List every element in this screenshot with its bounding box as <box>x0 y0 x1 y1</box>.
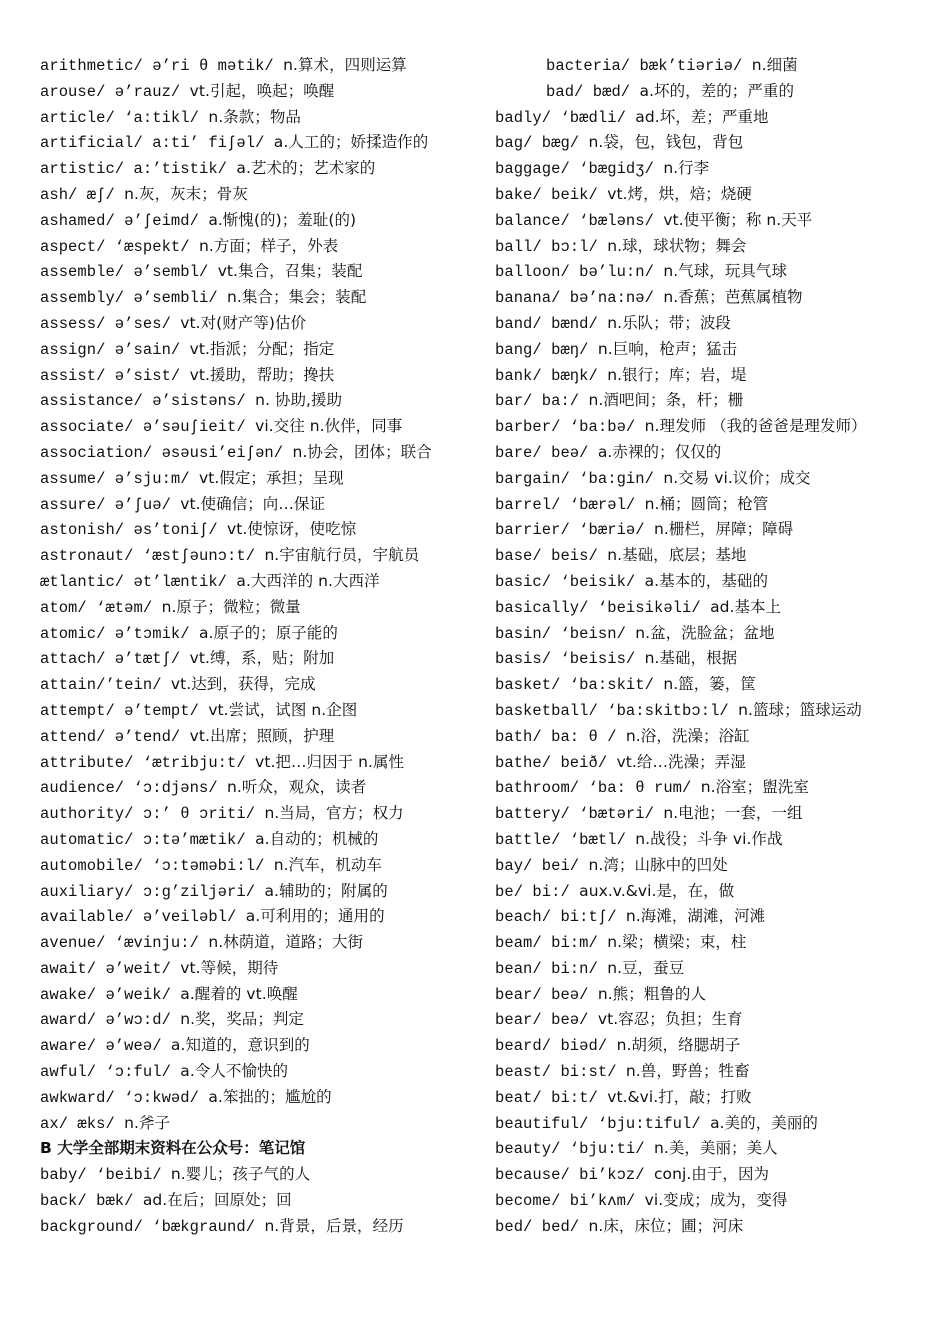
headword-phonetic: attend/ ə’tend/ <box>40 727 190 746</box>
vocab-entry <box>495 1033 915 1059</box>
headword-phonetic: bar/ ba:/ <box>495 392 589 411</box>
vocab-entry <box>495 414 915 440</box>
definition: n.美，美丽；美人 <box>653 1139 778 1158</box>
definition: n.桶；圆筒；枪管 <box>644 494 769 513</box>
definition: n.栅栏，屏障；障碍 <box>653 520 794 539</box>
vocab-entry <box>495 1111 915 1137</box>
definition: ad.在后；回原处；回 <box>142 1191 292 1210</box>
headword-phonetic: arouse/ ə’rauz/ <box>40 82 190 101</box>
headword-phonetic: astonish/ əs’toniʃ/ <box>40 521 228 540</box>
vocab-entry <box>495 1007 915 1033</box>
headword-phonetic: because/ bi’kɔz/ <box>495 1166 654 1185</box>
vocab-entry <box>40 53 480 79</box>
vocab-entry <box>495 130 915 156</box>
vocab-entry <box>40 646 480 672</box>
headword-phonetic: beard/ biəd/ <box>495 1037 617 1056</box>
definition: vt.对(财产等)估价 <box>180 313 307 332</box>
headword-phonetic: basin/ ‘beisn/ <box>495 624 636 643</box>
definition: a.艺术的；艺术家的 <box>236 159 376 178</box>
vocab-entry <box>40 1111 480 1137</box>
headword-phonetic: bed/ bed/ <box>495 1217 589 1236</box>
definition: n.浴，洗澡；浴缸 <box>625 726 750 745</box>
headword-phonetic: battery/ ‘bætəri/ <box>495 805 664 824</box>
vocab-entry <box>40 827 480 853</box>
definition: a.赤裸的；仅仅的 <box>597 442 722 461</box>
definition: vt.给…洗澡；弄湿 <box>616 752 746 771</box>
definition: a.大西洋的 n.大西洋 <box>236 571 380 590</box>
left-column <box>40 53 480 1240</box>
headword-phonetic: be/ bi:/ <box>495 882 580 901</box>
vocab-entry <box>495 234 915 260</box>
right-column <box>495 53 915 1240</box>
vocab-entry <box>495 569 915 595</box>
vocab-entry <box>495 440 915 466</box>
definition: n.篮球；篮球运动 <box>738 700 862 719</box>
headword-phonetic: authority/ ɔ:’ θ ɔriti/ <box>40 805 265 824</box>
headword-phonetic: base/ beis/ <box>495 547 608 566</box>
vocab-entry <box>495 259 915 285</box>
definition: n.方面；样子，外表 <box>198 236 339 255</box>
vocab-entry <box>40 259 480 285</box>
definition: n.浴室；盥洗室 <box>700 778 809 797</box>
headword-phonetic: avenue/ ‘ævinju:/ <box>40 934 209 953</box>
headword-phonetic: ætlantic/ ət’læntik/ <box>40 572 237 591</box>
vocab-entry <box>495 930 915 956</box>
definition: n.气球，玩具气球 <box>663 262 788 281</box>
headword-phonetic: atomic/ ə’tɔmik/ <box>40 624 199 643</box>
vocab-entry <box>495 853 915 879</box>
headword-phonetic: basis/ ‘beisis/ <box>495 650 645 669</box>
section-heading: B 大学全部期末资料在公众号：笔记馆 <box>40 1139 306 1158</box>
headword-phonetic: bake/ beik/ <box>495 185 608 204</box>
vocab-entry <box>40 492 480 518</box>
definition: n.袋，包，钱包，背包 <box>588 133 744 152</box>
headword-phonetic: bear/ beə/ <box>495 1011 598 1030</box>
headword-phonetic: barrier/ ‘bæriə/ <box>495 521 654 540</box>
vocab-entry <box>40 1007 480 1033</box>
definition: n.熊；粗鲁的人 <box>597 984 707 1003</box>
headword-phonetic: beam/ bi:m/ <box>495 934 608 953</box>
vocab-entry <box>495 724 915 750</box>
headword-phonetic: assess/ ə’ses/ <box>40 314 181 333</box>
headword-phonetic: arithmetic/ ə’ri θ mətik/ <box>40 57 284 75</box>
definition: vt.使平衡；称 n.天平 <box>663 210 813 229</box>
headword-phonetic: association/ əsəusi’eiʃən/ <box>40 443 293 462</box>
headword-phonetic: attempt/ ə’tempt/ <box>40 701 209 720</box>
definition: n.湾；山脉中的凹处 <box>588 855 728 874</box>
definition: n.战役；斗争 vi.作战 <box>635 829 783 848</box>
vocab-entry <box>495 698 915 724</box>
vocab-entry <box>495 1085 915 1111</box>
headword-phonetic: back/ bæk/ <box>40 1192 143 1211</box>
definition: a.自动的；机械的 <box>255 829 379 848</box>
vocab-entry <box>495 285 915 311</box>
definition: n.基础，根据 <box>644 649 738 668</box>
vocab-entry <box>495 982 915 1008</box>
vocab-entry <box>495 492 915 518</box>
definition: vt.容忍；负担；生育 <box>597 1010 743 1029</box>
headword-phonetic: atom/ ‘ætəm/ <box>40 598 162 617</box>
headword-phonetic: beauty/ ‘bju:ti/ <box>495 1140 654 1159</box>
vocab-entry <box>40 285 480 311</box>
vocab-entry <box>495 182 915 208</box>
headword-phonetic: become/ bi’kʌm/ <box>495 1192 645 1211</box>
definition: n.酒吧间；条，杆；栅 <box>588 391 744 410</box>
headword-phonetic: attach/ ə’tætʃ/ <box>40 650 190 669</box>
headword-phonetic: audience/ ‘ɔ:djəns/ <box>40 779 228 798</box>
definition: vt.&vi.打，敲；打败 <box>607 1087 752 1106</box>
definition: n.算术，四则运算 <box>283 56 407 74</box>
headword-phonetic: basketball/ ‘ba:skitbɔ:l/ <box>495 701 739 720</box>
vocab-entry <box>40 208 480 234</box>
headword-phonetic: awake/ ə’weik/ <box>40 985 181 1004</box>
vocab-entry <box>40 904 480 930</box>
vocab-entry <box>40 79 480 105</box>
vocab-entry <box>495 208 915 234</box>
vocab-entry <box>40 1059 480 1085</box>
headword-phonetic: assure/ ə’ʃuə/ <box>40 495 181 514</box>
vocab-entry <box>40 724 480 750</box>
vocab-entry <box>40 311 480 337</box>
definition: vt.引起，唤起；唤醒 <box>189 81 335 100</box>
definition: a.美的，美丽的 <box>710 1113 818 1132</box>
headword-phonetic: ashamed/ ə’ʃeimd/ <box>40 211 209 230</box>
headword-phonetic: await/ ə’weit/ <box>40 959 181 978</box>
definition: n.银行；库；岩，堤 <box>607 365 747 384</box>
definition: a.辅助的；附属的 <box>264 881 388 900</box>
definition: n.当局，官方；权力 <box>264 804 404 823</box>
definition: n. 协助,援助 <box>255 391 343 410</box>
headword-phonetic: automobile/ ‘ɔ:təməbi:l/ <box>40 856 274 875</box>
headword-phonetic: aware/ ə’weə/ <box>40 1037 171 1056</box>
vocab-entry <box>40 672 480 698</box>
vocab-entry <box>40 414 480 440</box>
definition: n.细菌 <box>751 56 798 74</box>
headword-phonetic: bargain/ ‘ba:gin/ <box>495 469 664 488</box>
headword-phonetic: baggage/ ‘bægidʒ/ <box>495 160 664 179</box>
headword-phonetic: bathe/ beið/ <box>495 753 617 772</box>
headword-phonetic: ash/ æʃ/ <box>40 185 125 204</box>
definition: a.醒着的 vt.唤醒 <box>180 984 298 1003</box>
definition: ad.坏，差；严重地 <box>635 107 769 126</box>
headword-phonetic: astronaut/ ‘æstʃəunɔ:t/ <box>40 547 265 566</box>
vocab-entry <box>495 1136 915 1162</box>
vocab-entry <box>40 569 480 595</box>
headword-phonetic: attain/’tein/ <box>40 676 171 695</box>
vocab-entry <box>495 1188 915 1214</box>
vocab-entry <box>40 234 480 260</box>
definition: vt.假定；承担；呈现 <box>198 468 344 487</box>
definition: vi.变成；成为，变得 <box>644 1191 788 1210</box>
definition: n.床，床位；圃；河床 <box>588 1216 744 1235</box>
vocab-entry <box>495 105 915 131</box>
vocab-entry <box>495 827 915 853</box>
definition: a.令人不愉快的 <box>180 1062 289 1081</box>
headword-phonetic: ball/ bɔ:l/ <box>495 237 608 256</box>
headword-phonetic: bay/ bei/ <box>495 856 589 875</box>
definition: vt.把…归因于 n.属性 <box>255 752 405 771</box>
definition: a.基本的，基础的 <box>644 571 769 590</box>
definition: n.篮，篓，筐 <box>663 675 756 694</box>
definition: a.知道的，意识到的 <box>170 1036 310 1055</box>
vocab-entry <box>40 1085 480 1111</box>
headword-phonetic: beast/ bi:st/ <box>495 1063 626 1082</box>
vocab-entry <box>40 853 480 879</box>
headword-phonetic: bag/ bæg/ <box>495 134 589 153</box>
definition: vt.出席；照顾，护理 <box>189 726 335 745</box>
definition: n.行李 <box>663 159 710 178</box>
vocab-entry <box>495 79 915 105</box>
headword-phonetic: automatic/ ɔ:tə’mætik/ <box>40 830 256 849</box>
headword-phonetic: balance/ ‘bæləns/ <box>495 211 664 230</box>
definition: n.条款；物品 <box>208 107 301 126</box>
vocab-entry <box>495 311 915 337</box>
vocab-entry <box>40 879 480 905</box>
vocab-entry <box>40 466 480 492</box>
definition: a.惭愧(的)；羞耻(的) <box>208 210 357 229</box>
vocab-entry <box>495 904 915 930</box>
vocab-entry <box>40 956 480 982</box>
vocab-entry <box>40 337 480 363</box>
definition: n.基础，底层；基地 <box>607 546 747 565</box>
definition: vt.等候，期待 <box>180 958 279 977</box>
headword-phonetic: background/ ‘bækgraund/ <box>40 1217 265 1236</box>
headword-phonetic: award/ ə’wɔ:d/ <box>40 1011 181 1030</box>
vocab-entry <box>495 801 915 827</box>
headword-phonetic: basic/ ‘beisik/ <box>495 572 645 591</box>
headword-phonetic: bad/ bæd/ <box>546 82 640 101</box>
vocab-entry <box>40 105 480 131</box>
definition: n.海滩，湖滩，河滩 <box>625 907 766 926</box>
definition: n.兽，野兽；牲畜 <box>625 1062 750 1081</box>
vocab-entry <box>40 130 480 156</box>
headword-phonetic: awkward/ ‘ɔ:kwəd/ <box>40 1088 209 1107</box>
definition: n.集合；集会；装配 <box>227 288 367 307</box>
headword-phonetic: attribute/ ‘ætribju:t/ <box>40 753 256 772</box>
clipped-top-line <box>40 30 910 48</box>
headword-phonetic: assemble/ ə’sembl/ <box>40 263 218 282</box>
headword-phonetic: awful/ ‘ɔ:ful/ <box>40 1063 181 1082</box>
headword-phonetic: assembly/ ə’sembli/ <box>40 289 228 308</box>
definition: vt.援助，帮助；搀扶 <box>189 365 335 384</box>
headword-phonetic: barber/ ‘ba:bə/ <box>495 418 645 437</box>
definition: vi.交往 n.伙伴，同事 <box>255 417 403 436</box>
definition: n.盆，洗脸盆；盆地 <box>635 623 775 642</box>
definition: a.人工的；娇揉造作的 <box>273 133 429 152</box>
definition: n.香蕉；芭蕉属植物 <box>663 288 803 307</box>
definition: n.交易 vi.议价；成交 <box>663 468 811 487</box>
headword-phonetic: bank/ bæŋk/ <box>495 366 608 385</box>
definition: vt.缚，系，贴；附加 <box>189 649 335 668</box>
definition: a.可利用的；通用的 <box>245 907 385 926</box>
headword-phonetic: band/ bænd/ <box>495 314 608 333</box>
vocab-entry <box>495 543 915 569</box>
definition: n.梁；横梁；束，柱 <box>607 933 747 952</box>
headword-phonetic: available/ ə’veiləbl/ <box>40 908 246 927</box>
vocab-entry <box>40 801 480 827</box>
definition: a.坏的，差的；严重的 <box>639 81 794 100</box>
definition: n.汽车，机动车 <box>273 855 382 874</box>
vocab-entry <box>40 1033 480 1059</box>
vocab-entry <box>495 363 915 389</box>
vocab-entry <box>40 595 480 621</box>
definition: n.豆，蚕豆 <box>607 958 685 977</box>
headword-phonetic: basically/ ‘beisikəli/ <box>495 598 711 617</box>
vocab-entry <box>40 440 480 466</box>
definition: n.协会，团体；联合 <box>292 442 432 461</box>
vocab-entry <box>40 1214 480 1240</box>
vocab-entry <box>40 621 480 647</box>
vocab-entry <box>40 775 480 801</box>
headword-phonetic: bath/ ba: θ / <box>495 727 626 746</box>
vocab-entry <box>495 956 915 982</box>
definition: n.奖，奖品；判定 <box>180 1010 304 1029</box>
vocab-entry <box>495 775 915 801</box>
definition: n.乐队；带；波段 <box>607 313 731 332</box>
vocab-entry <box>495 672 915 698</box>
headword-phonetic: auxiliary/ ɔ:g’ziljəri/ <box>40 882 265 901</box>
definition: n.宇宙航行员，宇航员 <box>264 546 420 565</box>
vocab-entry <box>40 698 480 724</box>
vocab-entry <box>495 646 915 672</box>
headword-phonetic: article/ ‘a:tikl/ <box>40 108 209 127</box>
vocab-entry <box>40 182 480 208</box>
vocab-entry <box>40 982 480 1008</box>
headword-phonetic: bean/ bi:n/ <box>495 959 608 978</box>
definition: conj.由于，因为 <box>653 1165 770 1184</box>
definition: a.原子的；原子能的 <box>198 623 338 642</box>
headword-phonetic: badly/ ‘bædli/ <box>495 108 636 127</box>
headword-phonetic: associate/ ə’səuʃieit/ <box>40 418 256 437</box>
definition: n.巨响，枪声；猛击 <box>597 339 738 358</box>
headword-phonetic: bare/ beə/ <box>495 443 598 462</box>
headword-phonetic: barrel/ ‘bærəl/ <box>495 495 645 514</box>
definition: n.电池；一套，一组 <box>663 804 803 823</box>
vocab-entry <box>40 750 480 776</box>
definition: n.灰，灰末；骨灰 <box>124 184 248 203</box>
definition: vt.集合，召集；装配 <box>217 262 363 281</box>
definition: vt.指派；分配；指定 <box>189 339 335 358</box>
vocab-entry <box>495 156 915 182</box>
vocab-entry <box>495 750 915 776</box>
headword-phonetic: assist/ ə’sist/ <box>40 366 190 385</box>
definition: vt.使惊讶，使吃惊 <box>227 520 357 539</box>
vocab-entry <box>40 1162 480 1188</box>
vocab-entry <box>40 543 480 569</box>
definition: n.斧子 <box>124 1113 171 1132</box>
headword-phonetic: balloon/ bə’lu:n/ <box>495 263 664 282</box>
headword-phonetic: bang/ bæŋ/ <box>495 340 598 359</box>
definition: n.球，球状物；舞会 <box>607 236 747 255</box>
headword-phonetic: bathroom/ ‘ba: θ rum/ <box>495 779 701 798</box>
vocab-entry <box>495 1214 915 1240</box>
headword-phonetic: assign/ ə’sain/ <box>40 340 190 359</box>
headword-phonetic: assume/ ə’sju:m/ <box>40 469 199 488</box>
definition: n.背景，后景，经历 <box>264 1216 404 1235</box>
vocab-entry <box>495 621 915 647</box>
headword-phonetic: beach/ bi:tʃ/ <box>495 908 626 927</box>
headword-phonetic: bear/ beə/ <box>495 985 598 1004</box>
headword-phonetic: assistance/ ə’sistəns/ <box>40 392 256 411</box>
definition: n.原子；微粒；微量 <box>161 597 301 616</box>
headword-phonetic: aspect/ ‘æspekt/ <box>40 237 199 256</box>
vocab-entry <box>40 930 480 956</box>
headword-phonetic: ax/ æks/ <box>40 1114 125 1133</box>
vocab-entry <box>495 337 915 363</box>
definition: a.笨拙的；尴尬的 <box>208 1087 332 1106</box>
definition: n.理发师 （我的爸爸是理发师） <box>644 417 867 436</box>
headword-phonetic: banana/ bə’na:nə/ <box>495 289 664 308</box>
headword-phonetic: baby/ ‘beibi/ <box>40 1166 171 1185</box>
vocab-entry <box>495 1162 915 1188</box>
vocab-entry <box>40 156 480 182</box>
headword-phonetic: beautiful/ ‘bju:tiful/ <box>495 1114 711 1133</box>
headword-phonetic: beat/ bi:t/ <box>495 1088 608 1107</box>
headword-phonetic: artistic/ a:’tistik/ <box>40 160 237 179</box>
definition: n.听众，观众，读者 <box>227 778 367 797</box>
vocab-entry <box>495 1059 915 1085</box>
definition: vt.使确信；向…保证 <box>180 494 326 513</box>
vocab-entry <box>495 879 915 905</box>
vocab-entry <box>40 517 480 543</box>
definition: n.林荫道，道路；大街 <box>208 933 364 952</box>
headword-phonetic: battle/ ‘bætl/ <box>495 830 636 849</box>
headword-phonetic: bacteria/ bæk’tiəriə/ <box>546 57 752 75</box>
definition: vt.烤，烘，焙；烧硬 <box>607 184 752 203</box>
definition: aux.v.&vi.是，在，做 <box>579 881 735 900</box>
vocab-entry <box>495 466 915 492</box>
definition: vt.达到，获得，完成 <box>170 675 316 694</box>
definition: n.婴儿；孩子气的人 <box>170 1165 311 1184</box>
vocab-entry <box>40 388 480 414</box>
definition: vt.尝试，试图 n.企图 <box>208 700 358 719</box>
vocab-entry <box>40 363 480 389</box>
vocab-entry <box>495 517 915 543</box>
vocab-entry <box>40 1188 480 1214</box>
headword-phonetic: artificial/ a:ti’ fiʃəl/ <box>40 134 274 153</box>
definition: n.胡须，络腮胡子 <box>616 1036 741 1055</box>
definition: ad.基本上 <box>710 597 782 616</box>
vocab-entry <box>495 53 915 79</box>
vocab-entry <box>495 388 915 414</box>
headword-phonetic: basket/ ‘ba:skit/ <box>495 676 664 695</box>
vocab-entry <box>495 595 915 621</box>
